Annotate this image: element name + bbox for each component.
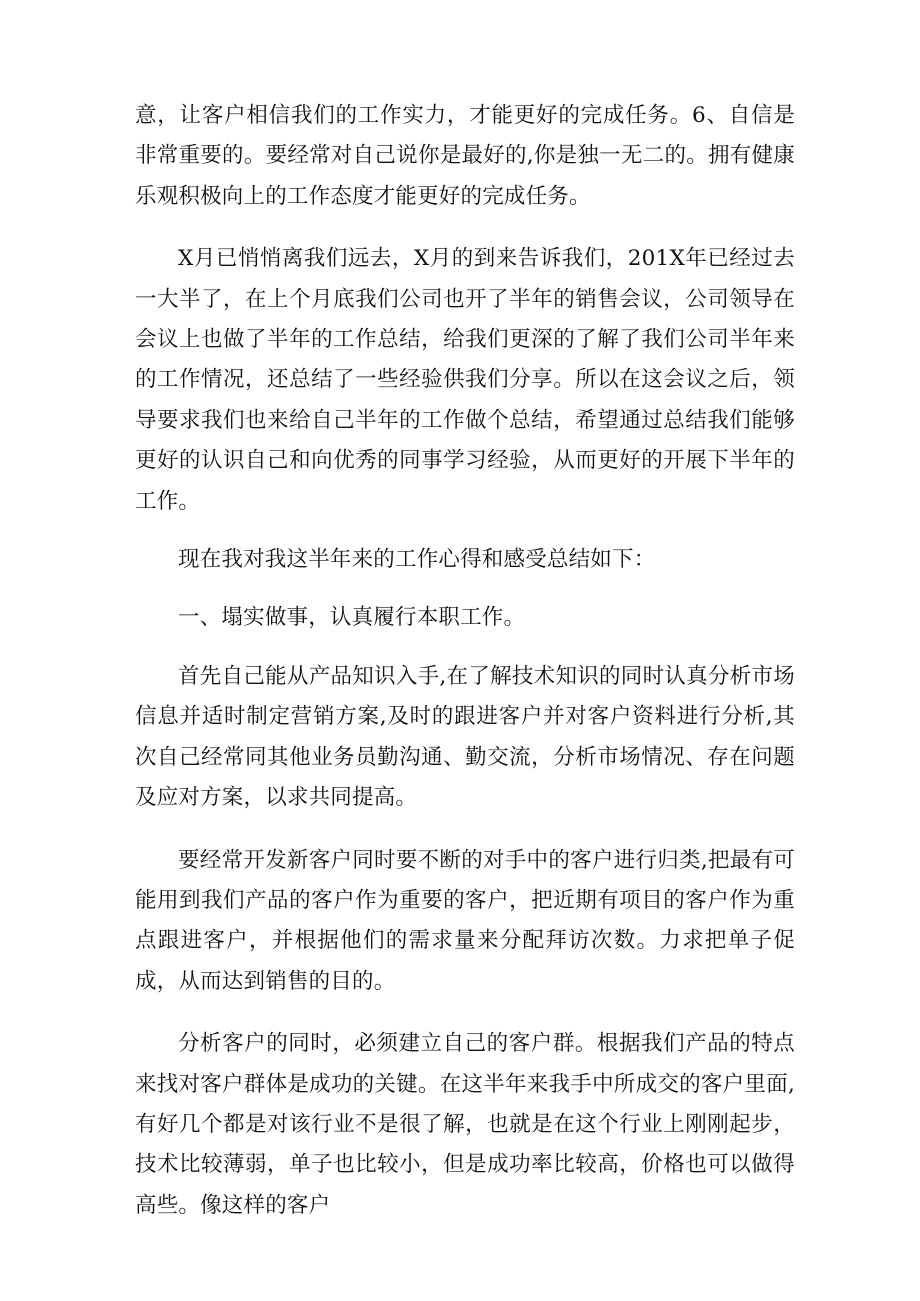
document-body: [135, 96, 795, 1226]
paragraph-new-clients: 要经常开发新客户同时要不断的对手中的客户进行归类,把最有可能用到我们产品的客户作为重要的客户，把近期有项目的客户作为重点跟进客户，并根据他们的需求量来分配拜访次数。力求把单子促成，从而达到销售的目的。: [135, 847, 795, 994]
section-heading-1: 一、塌实做事，认真履行本职工作。: [178, 605, 526, 631]
paragraph-summary-intro: 现在我对我这半年来的工作心得和感受总结如下：: [178, 547, 656, 573]
paragraph-month-review: X月已悄悄离我们远去，X月的到来告诉我们，201X年已经过去一大半了，在上个月底我们公司也开了半年的销售会议，公司领导在会议上也做了半年的工作总结，给我们更深的了解了我们公司半年来的工作情况，还总结了一些经验供我们分享。所以在这会议之后，领导要求我们也来给自己半年的工作做个总结，希望通过总结我们能够更好的认识自己和向优秀的同事学习经验，从而更好的开展下半年的工作。: [135, 246, 795, 514]
paragraph-client-analysis: 分析客户的同时，必须建立自己的客户群。根据我们产品的特点来找对客户群体是成功的关键。在这半年来我手中所成交的客户里面,有好几个都是对该行业不是很了解，也就是在这个行业上刚刚起步，技术比较薄弱，单子也比较小，但是成功率比较高，价格也可以做得高些。像这样的客户: [135, 1031, 795, 1218]
paragraph-product-knowledge: 首先自己能从产品知识入手,在了解技术知识的同时认真分析市场信息并适时制定营销方案,及时的跟进客户并对客户资料进行分析,其次自己经常同其他业务员勤沟通、勤交流，分析市场情况、存在问题及应对方案，以求共同提高。: [135, 663, 795, 811]
paragraph-continuation: 意，让客户相信我们的工作实力，才能更好的完成任务。6、自信是非常重要的。要经常对自己说你是最好的,你是独一无二的。拥有健康乐观积极向上的工作态度才能更好的完成任务。: [135, 103, 795, 209]
